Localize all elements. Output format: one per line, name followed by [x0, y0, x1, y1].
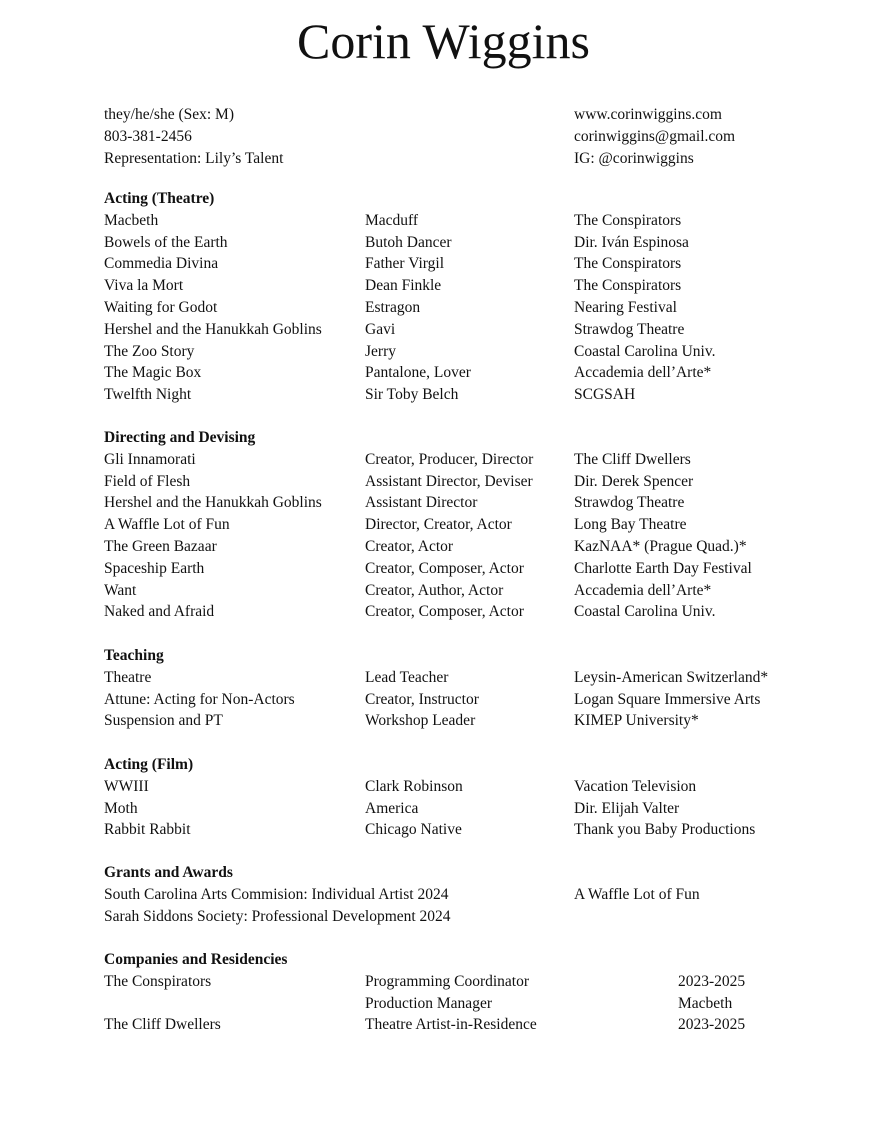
role: Director, Creator, Actor [365, 516, 512, 534]
section-companies-residencies [104, 949, 804, 1036]
show: Want [104, 581, 137, 599]
film: WWIII [104, 777, 149, 795]
show: Waiting for Godot [104, 298, 218, 316]
role: Creator, Author, Actor [365, 581, 504, 599]
contact-left [104, 104, 283, 169]
company: Charlotte Earth Day Festival [574, 559, 752, 577]
role: Sir Toby Belch [365, 386, 459, 404]
section-teaching [104, 645, 804, 732]
company: The Conspirators [104, 972, 212, 990]
section-acting-theatre [104, 188, 804, 406]
institution: KIMEP University* [574, 712, 699, 730]
show: The Zoo Story [104, 342, 195, 360]
show: Viva la Mort [104, 277, 184, 295]
instagram-handle: IG: @corinwiggins [574, 149, 694, 167]
company: Dir. Derek Spencer [574, 472, 694, 490]
production: Vacation Television [574, 777, 697, 795]
role: Dean Finkle [365, 277, 442, 295]
credit-row [104, 710, 804, 732]
show: Spaceship Earth [104, 559, 205, 577]
film: Rabbit Rabbit [104, 821, 191, 839]
show: The Green Bazaar [104, 537, 217, 555]
role: Father Virgil [365, 255, 445, 273]
years: 2023-2025 [678, 972, 746, 990]
contact-right [574, 104, 735, 169]
section-grants-awards [104, 862, 804, 927]
role: Assistant Director [365, 494, 478, 512]
resume-name: Corin Wiggins [297, 13, 590, 69]
role: Workshop Leader [365, 712, 476, 730]
show: A Waffle Lot of Fun [104, 516, 230, 534]
representation: Representation: Lily’s Talent [104, 149, 284, 167]
company: Nearing Festival [574, 298, 677, 316]
role: Butoh Dancer [365, 233, 452, 251]
company: Strawdog Theatre [574, 494, 685, 512]
section-acting-film [104, 754, 804, 841]
role: Clark Robinson [365, 777, 463, 795]
section-title: Grants and Awards [104, 864, 233, 881]
role: Assistant Director, Deviser [365, 472, 533, 490]
company: Accademia dell’Arte* [574, 581, 712, 599]
company: SCGSAH [574, 386, 636, 404]
show: The Magic Box [104, 364, 202, 382]
email-link[interactable]: corinwiggins@gmail.com [574, 127, 736, 145]
position: Production Manager [365, 994, 492, 1012]
credit-row [104, 601, 804, 623]
role: Lead Teacher [365, 668, 449, 686]
show: Field of Flesh [104, 472, 191, 490]
credit-row [104, 384, 804, 406]
production: Dir. Elijah Valter [574, 799, 680, 817]
company: The Conspirators [574, 211, 682, 229]
section-title: Acting (Theatre) [104, 190, 215, 207]
company: The Conspirators [574, 255, 682, 273]
show: Bowels of the Earth [104, 233, 228, 251]
credit-row [104, 819, 804, 841]
course: Attune: Acting for Non-Actors [104, 690, 295, 708]
section-title: Teaching [104, 647, 164, 664]
role: Pantalone, Lover [365, 364, 471, 382]
company-row [104, 971, 804, 993]
role: Creator, Composer, Actor [365, 603, 524, 621]
role: Jerry [365, 342, 396, 360]
company: Long Bay Theatre [574, 516, 687, 534]
phone: 803-381-2456 [104, 127, 192, 145]
credit-row [104, 471, 804, 493]
award: South Carolina Arts Commision: Individual Artist 2024 [104, 885, 449, 903]
section-title: Companies and Residencies [104, 951, 288, 968]
section-title: Directing and Devising [104, 429, 256, 446]
company: Accademia dell’Arte* [574, 364, 712, 382]
credit-row [104, 253, 804, 275]
course: Suspension and PT [104, 712, 223, 730]
show: Twelfth Night [104, 386, 192, 404]
award-row [104, 884, 804, 906]
role: Creator, Actor [365, 537, 454, 555]
company-row [104, 993, 804, 1015]
years: 2023-2025 [678, 1016, 746, 1034]
years: Macbeth [678, 994, 733, 1012]
role: Gavi [365, 320, 396, 338]
section-directing-devising [104, 427, 804, 623]
course: Theatre [104, 668, 152, 686]
company: Coastal Carolina Univ. [574, 342, 716, 360]
company: Coastal Carolina Univ. [574, 603, 716, 621]
company: Strawdog Theatre [574, 320, 685, 338]
show: Hershel and the Hanukkah Goblins [104, 320, 322, 338]
credit-row [104, 667, 804, 689]
role: Chicago Native [365, 821, 462, 839]
institution: Logan Square Immersive Arts [574, 690, 761, 708]
role: Estragon [365, 298, 421, 316]
credit-row [104, 362, 804, 384]
credit-row [104, 210, 804, 232]
company: Dir. Iván Espinosa [574, 233, 689, 251]
credit-row [104, 449, 804, 471]
award-row [104, 906, 804, 928]
show: Macbeth [104, 211, 159, 229]
production: Thank you Baby Productions [574, 821, 756, 839]
award: Sarah Siddons Society: Professional Development 2024 [104, 907, 451, 925]
credit-row [104, 689, 804, 711]
credit-row [104, 492, 804, 514]
credit-row [104, 275, 804, 297]
role: America [365, 799, 419, 817]
section-title: Acting (Film) [104, 756, 194, 773]
credit-row [104, 536, 804, 558]
website-link[interactable]: www.corinwiggins.com [574, 106, 722, 123]
role: Creator, Composer, Actor [365, 559, 524, 577]
credit-row [104, 514, 804, 536]
company: The Conspirators [574, 277, 682, 295]
position: Programming Coordinator [365, 972, 530, 990]
credit-row [104, 798, 804, 820]
position: Theatre Artist-in-Residence [365, 1016, 537, 1034]
role: Creator, Producer, Director [365, 450, 534, 468]
film: Moth [104, 799, 138, 817]
show: Commedia Divina [104, 255, 219, 273]
company: The Cliff Dwellers [104, 1016, 221, 1034]
credit-row [104, 341, 804, 363]
show: Naked and Afraid [104, 603, 215, 621]
show: Gli Innamorati [104, 450, 196, 468]
show: Hershel and the Hanukkah Goblins [104, 494, 322, 512]
award-project: A Waffle Lot of Fun [574, 885, 700, 903]
company-row [104, 1014, 804, 1036]
institution: Leysin-American Switzerland* [574, 668, 769, 686]
credit-row [104, 319, 804, 341]
company: KazNAA* (Prague Quad.)* [574, 537, 747, 555]
role: Creator, Instructor [365, 690, 479, 708]
credit-row [104, 580, 804, 602]
credit-row [104, 232, 804, 254]
role: Macduff [365, 211, 419, 229]
company: The Cliff Dwellers [574, 450, 691, 468]
credit-row [104, 776, 804, 798]
credit-row [104, 558, 804, 580]
credit-row [104, 297, 804, 319]
pronouns: they/he/she (Sex: M) [104, 106, 235, 123]
